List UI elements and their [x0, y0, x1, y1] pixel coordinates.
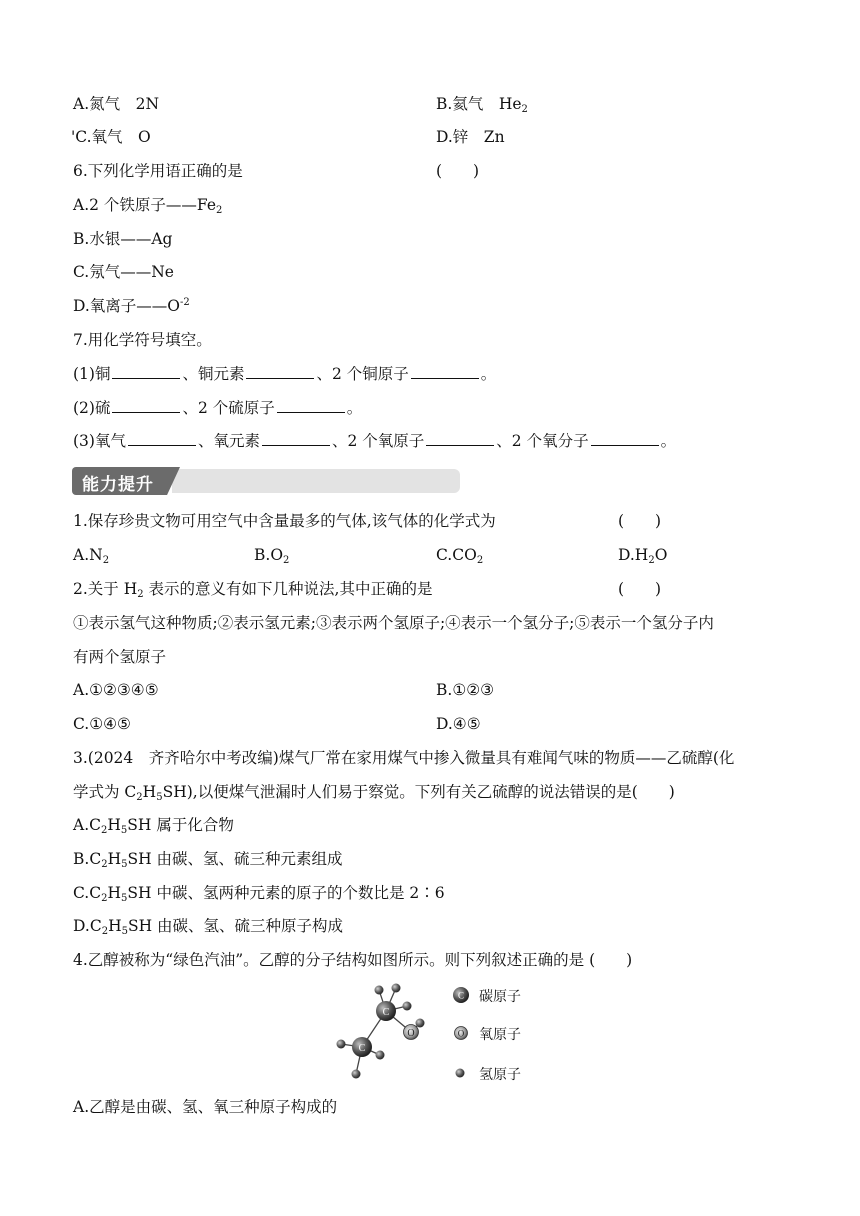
answer-blank[interactable]: [426, 431, 494, 446]
opt-prefix: D.: [73, 917, 90, 935]
p2-stem-a: 2.关于 H: [73, 580, 138, 598]
p1-answer-paren: ( ): [618, 512, 662, 530]
q7-l2-t0: (2)硫: [73, 399, 111, 417]
answer-blank[interactable]: [112, 398, 180, 413]
superscript: -2: [180, 297, 190, 308]
p2-option-c: C.①④⑤: [73, 715, 131, 733]
subscript: 2: [521, 104, 528, 115]
p3-l2-c: SH),以便煤气泄漏时人们易于察觉。下列有关乙硫醇的说法错误的是( ): [162, 783, 675, 801]
answer-blank[interactable]: [112, 364, 180, 379]
svg-text:C: C: [457, 990, 465, 1001]
p3-stem-line-2: [73, 782, 675, 802]
formula-h: H: [107, 850, 122, 868]
p1-d-text: D.H: [618, 546, 649, 564]
p1-option-a: [73, 545, 109, 565]
p1-a-text: A.N: [73, 546, 103, 564]
p2-option-a: A.①②③④⑤: [73, 681, 159, 699]
opt-suffix: 由碳、氢、硫三种元素组成: [151, 850, 343, 868]
p1-option-c: [436, 545, 483, 565]
p2-stem: [73, 579, 432, 599]
q5-option-c: 'C.氧气 O: [71, 128, 151, 146]
subscript: 2: [101, 893, 108, 904]
p3-option-b: [73, 849, 343, 869]
formula-h: H: [108, 917, 122, 935]
subscript: 2: [136, 792, 143, 803]
opt-prefix: A.: [73, 816, 90, 834]
q7-line-1: [73, 364, 496, 384]
q5-option-b-text: B.氦气 He: [436, 95, 522, 113]
hydrogen-atom: [337, 1040, 346, 1049]
answer-blank[interactable]: [246, 364, 314, 379]
answer-blank[interactable]: [591, 431, 659, 446]
legend-hydrogen-label: 氢原子: [479, 1067, 521, 1083]
subscript: 5: [121, 859, 128, 870]
subscript: 2: [283, 555, 290, 566]
p2-desc-line-2: 有两个氢原子: [73, 648, 167, 666]
q6-option-d: [73, 296, 190, 316]
opt-prefix: C.: [73, 884, 90, 902]
carbon-atom-label: C: [382, 1007, 390, 1018]
subscript: 2: [101, 926, 109, 937]
hydrogen-legend-icon: [453, 1064, 471, 1082]
q7-l2-t2: 。: [346, 399, 363, 417]
svg-text:O: O: [457, 1028, 465, 1039]
answer-blank[interactable]: [128, 431, 196, 446]
formula-sh: SH: [127, 816, 152, 834]
carbon-atom-label: C: [358, 1043, 366, 1054]
section-title: 能力提升: [82, 475, 154, 495]
carbon-legend-icon: [452, 986, 470, 1004]
subscript: 2: [101, 825, 108, 836]
q6-option-d-text: D.氧离子——O: [73, 297, 181, 315]
legend-oxygen-label: 氧原子: [479, 1027, 521, 1043]
answer-blank[interactable]: [262, 431, 330, 446]
q7-l3-t3: 、2 个氧分子: [496, 432, 589, 450]
p1-option-b: [254, 545, 289, 565]
hydrogen-atom: [375, 986, 384, 995]
subscript: 2: [476, 555, 484, 566]
opt-prefix: B.: [73, 850, 90, 868]
opt-suffix: 中碳、氢两种元素的原子的个数比是 2∶6: [151, 884, 445, 902]
subscript: 2: [216, 205, 223, 216]
answer-blank[interactable]: [277, 398, 345, 413]
formula-h: H: [107, 816, 121, 834]
q5-option-d: D.锌 Zn: [436, 128, 505, 146]
subscript: 2: [102, 555, 110, 566]
answer-blank[interactable]: [411, 364, 479, 379]
hydrogen-atom: [403, 1002, 412, 1011]
q6-option-a-text: A.2 个铁原子——Fe: [73, 196, 216, 214]
q7-l3-t1: 、氧元素: [197, 432, 260, 450]
q7-l1-t3: 。: [480, 365, 497, 383]
p3-option-c: [73, 883, 445, 903]
q7-stem: 7.用化学符号填空。: [73, 331, 212, 349]
p1-d-suffix: O: [654, 546, 668, 564]
subscript: 5: [120, 825, 128, 836]
q7-l1-t2: 、2 个铜原子: [316, 365, 409, 383]
p3-option-a: [73, 815, 234, 835]
p3-stem-line-1: 3.(2024 齐齐哈尔中考改编)煤气厂常在家用煤气中掺入微量具有难闻气味的物质——乙硫醇(化: [73, 749, 735, 767]
hydrogen-atom: [376, 1051, 385, 1060]
q6-stem: 6.下列化学用语正确的是: [73, 162, 243, 180]
subscript: 5: [156, 792, 163, 803]
formula-c: C: [89, 917, 102, 935]
q6-option-c: C.氖气——Ne: [73, 263, 174, 281]
formula-c: C: [89, 884, 102, 902]
formula-c: C: [89, 816, 101, 834]
p3-option-d: [73, 916, 343, 936]
p1-b-text: B.O: [254, 546, 284, 564]
formula-h: H: [107, 884, 122, 902]
p2-desc-line-1: ①表示氢气这种物质;②表示氢元素;③表示两个氢原子;④表示一个氢分子;⑤表示一个氢分子内: [73, 614, 714, 632]
p4-option-a: A.乙醇是由碳、氢、氧三种原子构成的: [73, 1098, 338, 1116]
hydrogen-atom: [416, 1019, 425, 1028]
p2-answer-paren: ( ): [618, 580, 662, 598]
formula-sh: SH: [127, 850, 152, 868]
p4-stem: 4.乙醇被称为“绿色汽油”。乙醇的分子结构如图所示。则下列叙述正确的是 ( ): [73, 951, 633, 969]
p2-option-b: B.①②③: [436, 681, 495, 699]
formula-sh: SH: [127, 884, 152, 902]
subscript: 2: [137, 589, 144, 600]
subscript: 5: [121, 926, 128, 937]
subscript: 2: [101, 859, 108, 870]
formula-c: C: [89, 850, 102, 868]
subscript: 2: [648, 555, 655, 566]
p1-c-text: C.CO: [436, 546, 477, 564]
q6-option-a: [73, 195, 222, 215]
q6-option-b: B.水银——Ag: [73, 230, 173, 248]
q7-l3-t4: 。: [660, 432, 677, 450]
oxygen-legend-icon: [453, 1024, 471, 1042]
hydrogen-atom: [392, 984, 401, 993]
p1-stem: 1.保存珍贵文物可用空气中含量最多的气体,该气体的化学式为: [73, 512, 496, 530]
q7-l3-t2: 、2 个氧原子: [331, 432, 425, 450]
q5-option-a: A.氮气 2N: [73, 95, 160, 113]
p2-stem-b: 表示的意义有如下几种说法,其中正确的是: [143, 580, 433, 598]
p1-option-d: [618, 545, 667, 565]
oxygen-atom-label: O: [407, 1028, 415, 1039]
q7-line-2: [73, 398, 362, 418]
opt-suffix: 属于化合物: [151, 816, 234, 834]
section-banner-bar: [172, 469, 460, 493]
q7-l1-t1: 、铜元素: [182, 365, 245, 383]
q7-line-3: [73, 431, 676, 451]
q7-l1-t0: (1)铜: [73, 365, 111, 383]
p3-l2-a: 学式为 C: [73, 783, 137, 801]
q7-l3-t0: (3)氧气: [73, 432, 126, 450]
formula-sh: SH: [127, 917, 153, 935]
hydrogen-atom: [352, 1070, 361, 1079]
section-banner: [72, 467, 462, 495]
legend-carbon-label: 碳原子: [479, 989, 521, 1005]
p2-option-d: D.④⑤: [436, 715, 481, 733]
subscript: 5: [121, 893, 128, 904]
opt-suffix: 由碳、氢、硫三种原子构成: [152, 917, 344, 935]
p3-l2-b: H: [142, 783, 157, 801]
q6-answer-paren: ( ): [436, 162, 480, 180]
q7-l2-t1: 、2 个硫原子: [182, 399, 275, 417]
q5-option-b: [436, 94, 528, 114]
